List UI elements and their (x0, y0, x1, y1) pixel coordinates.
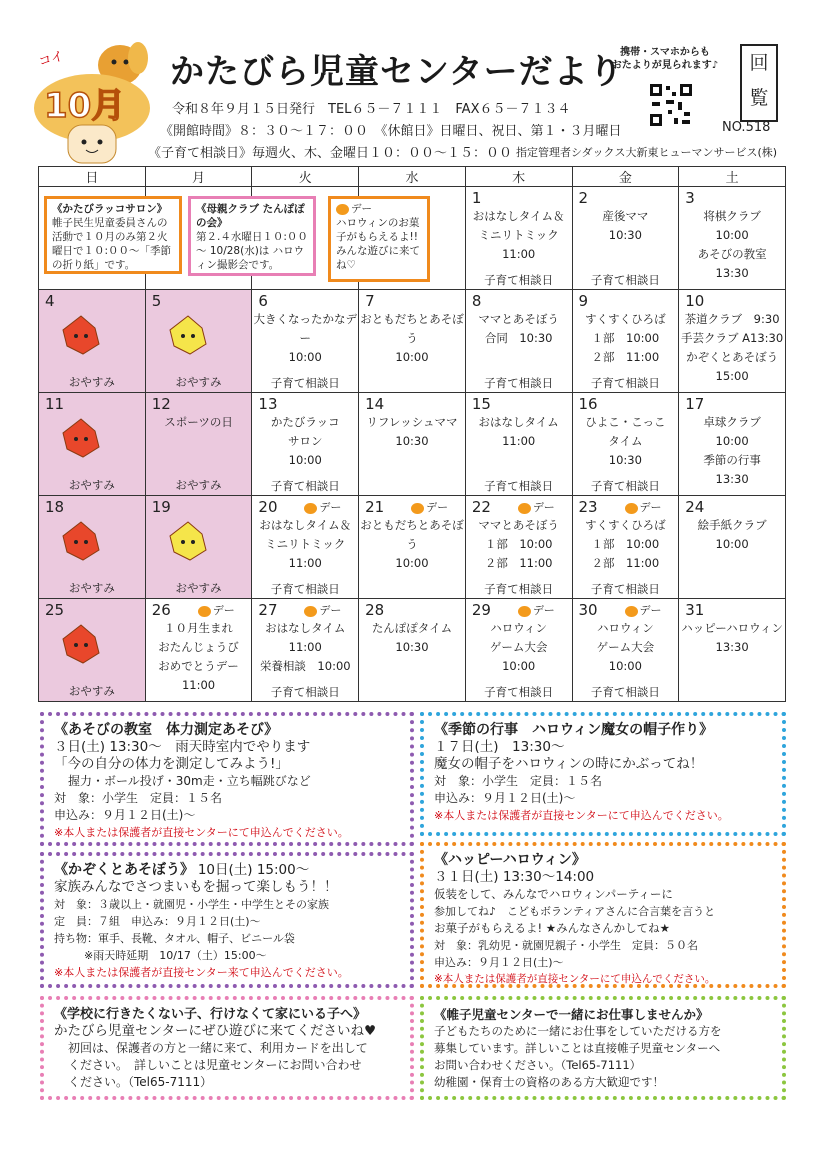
work-line: 募集しています。詳しいことは直接帷子児童センターへ (434, 1041, 721, 1055)
work-line: 子どもたちのために一緒にお仕事をしていただける方を (434, 1024, 722, 1038)
leaf-character-icon (168, 314, 208, 358)
kisetsu-line: 魔女の帽子をハロウィンの時にかぶってね！ (434, 756, 704, 772)
event-line: 10:00 (715, 228, 749, 242)
day-cell (39, 393, 146, 496)
day-number: 10 (685, 292, 705, 310)
mark-label: デー (319, 501, 342, 514)
note-club-title: 《母親クラブ たんぽぽの会》 (196, 203, 305, 229)
asobi-title: 《あそびの教室 体力測定あそび》 (54, 722, 279, 738)
day-number: 7 (365, 292, 375, 310)
halloween-day-mark (304, 602, 341, 618)
day-cell (252, 290, 359, 393)
halloween-day-mark (625, 499, 662, 515)
pumpkin-icon (518, 503, 531, 514)
event-line: 11:00 (502, 247, 536, 261)
day-cell (145, 290, 252, 393)
day-cell (465, 393, 572, 496)
day-cell (572, 393, 679, 496)
pumpkin-icon (411, 503, 424, 514)
event-line: おめでとうデー (158, 659, 239, 673)
day-cell (572, 496, 679, 599)
mark-label: デー (212, 604, 235, 617)
day-number: 12 (151, 395, 171, 413)
event-line: 10:00 (288, 350, 322, 364)
day-number: 26 (151, 601, 171, 619)
day-cell (465, 496, 572, 599)
happy-line: 対 象：乳幼児・就園児親子・小学生 定員：５０名 (434, 939, 698, 952)
day-cell (465, 187, 572, 290)
day-number: 16 (578, 395, 598, 413)
week-row (39, 290, 786, 393)
day-events (359, 516, 465, 573)
event-line: 大きくなったかなデー (253, 312, 357, 345)
closed-label: おやすみ (175, 581, 222, 595)
day-events (466, 619, 572, 676)
day-number: 27 (258, 601, 278, 619)
day-number: 14 (365, 395, 385, 413)
day-cell (359, 290, 466, 393)
page-title: かたびら児童センターだより (170, 52, 624, 92)
closed-label: おやすみ (68, 478, 115, 492)
note-halloween-day (328, 196, 430, 282)
mark-label: デー (532, 501, 555, 514)
box-work (420, 996, 786, 1100)
day-events (679, 207, 785, 283)
consult-day-label: 子育て相談日 (590, 582, 660, 596)
mark-label: デー (319, 604, 342, 617)
day-number: 3 (685, 189, 695, 207)
event-line: 13:30 (715, 266, 749, 280)
kazoku-title: 《かぞくとあそぼう》 (54, 862, 194, 878)
day-number: 23 (578, 498, 598, 516)
badge-small-text: コイ (37, 48, 66, 70)
event-line: 茶道クラブ 9:30 (684, 312, 780, 326)
day-cell (359, 496, 466, 599)
week-row (39, 393, 786, 496)
asobi-note: ※本人または保護者が直接センターにて申込んでください。 (54, 826, 349, 839)
day-number: 29 (471, 601, 491, 619)
day-cell (39, 290, 146, 393)
event-line: たんぽぽタイム (371, 621, 453, 635)
day-cell (572, 290, 679, 393)
day-events (466, 516, 572, 573)
consult-day-label: 子育て相談日 (270, 685, 340, 699)
event-line: 10:00 (608, 659, 642, 673)
asobi-line: 「今の自分の体力を測定してみよう!」 (54, 756, 289, 772)
issue-info-line: 令和８年９月１５日発行 TEL６５－７１１１ FAX６５－７１３４ (172, 102, 571, 117)
school-line: ください。（Tel65-7111） (68, 1075, 213, 1089)
event-line: 10:30 (395, 434, 429, 448)
consult-day-label: 子育て相談日 (484, 273, 554, 287)
event-line: ２部 11:00 (591, 556, 660, 570)
asobi-line: 申込み：９月１２日(土)～ (54, 808, 196, 822)
day-events (359, 310, 465, 367)
kazoku-note: ※本人または保護者が直接センター来て申込んでください。 (54, 966, 349, 979)
calendar (38, 166, 786, 698)
kisetsu-line: 対 象：小学生 定員：１５名 (434, 774, 603, 788)
day-events (679, 310, 785, 386)
mark-label: デー (426, 501, 449, 514)
day-number: 18 (45, 498, 65, 516)
day-events (146, 413, 252, 432)
consult-day-label: 子育て相談日 (484, 685, 554, 699)
consult-day-label: 子育て相談日 (270, 479, 340, 493)
note-club-body: 第２.４水曜日１０:００～ 10/28(水)は ハロウィン撮影会です。 (196, 231, 308, 271)
kazoku-line: 定 員：７組 申込み：９月１２日(土)～ (54, 915, 261, 928)
event-line: 将棋クラブ (703, 209, 761, 223)
day-events (679, 516, 785, 554)
day-events (252, 619, 358, 676)
closed-label: おやすみ (68, 684, 115, 698)
event-line: 絵手紙クラブ (697, 518, 767, 532)
halloween-day-mark (304, 499, 341, 515)
event-line: １部 10:00 (591, 331, 660, 345)
day-cell (679, 393, 786, 496)
weekday-row (39, 167, 786, 187)
happy-line: お菓子がもらえるよ! ★みんなさんかしてね★ (434, 921, 670, 935)
event-line: ハロウィン (490, 621, 548, 635)
event-line: スポーツの日 (164, 415, 233, 429)
kisetsu-title: 《季節の行事 ハロウィン魔女の帽子作り》 (434, 722, 714, 738)
leaf-character-icon (61, 314, 101, 358)
weekday-fri: 金 (572, 167, 679, 187)
leaf-character-icon (168, 520, 208, 564)
mark-label: デー (639, 501, 662, 514)
halloween-day-mark (625, 602, 662, 618)
event-line: おともだちとあそぼう (360, 312, 464, 345)
day-cell (572, 599, 679, 702)
event-line: あそびの教室 (697, 247, 767, 261)
happy-title: 《ハッピーハロウィン》 (434, 852, 586, 868)
day-number: 28 (365, 601, 385, 619)
event-line: すくすくひろば (585, 312, 666, 326)
event-line: 季節の行事 (703, 453, 761, 467)
happy-note: ※本人または保護者が直接センターにて申込んでください。 (434, 973, 716, 985)
event-line: １０月生まれ (164, 621, 234, 635)
event-line: 10:30 (608, 453, 642, 467)
asobi-line: ３日(土) 13:30～ 雨天時室内でやります (54, 739, 311, 755)
day-events (146, 619, 252, 695)
day-events (573, 516, 679, 573)
event-line: 手芸クラブ A13:30 (681, 331, 784, 345)
consult-day-label: 子育て相談日 (590, 376, 660, 390)
event-line: 11:00 (288, 556, 322, 570)
note-salon-body: 帷子民生児童委員さんの活動で１０月のみ第２火曜日で１０:００～「季節の折り紙」です。 (52, 217, 172, 271)
mark-label: デー (532, 604, 555, 617)
pumpkin-icon (518, 606, 531, 617)
event-line: 13:30 (715, 640, 749, 654)
event-line: 卓球クラブ (703, 415, 761, 429)
day-events (359, 619, 465, 657)
happy-line: ３１日(土) 13:30～14:00 (434, 869, 595, 885)
event-line: 10:00 (288, 453, 322, 467)
day-cell (252, 393, 359, 496)
leaf-character-icon (61, 520, 101, 564)
leaf-character-icon (61, 417, 101, 461)
day-number: 13 (258, 395, 278, 413)
day-events (679, 619, 785, 657)
day-number: 21 (365, 498, 385, 516)
halloween-day-mark (518, 602, 555, 618)
mark-label: デー (639, 604, 662, 617)
weekday-sun: 日 (39, 167, 146, 187)
day-events (252, 310, 358, 367)
box-asobi (40, 712, 414, 846)
month-badge: 10月 (44, 86, 126, 126)
asobi-line: 握力・ボール投げ・30m走・立ち幅跳びなど (68, 774, 311, 788)
event-line: ミニリトミック (478, 228, 559, 242)
consult-day-label: 子育て相談日 (484, 376, 554, 390)
event-line: 10:30 (395, 640, 429, 654)
event-line: ２部 11:00 (591, 350, 660, 364)
day-number: 11 (45, 395, 65, 413)
day-number: 5 (151, 292, 162, 310)
event-line: 産後ママ (602, 209, 649, 223)
box-school (40, 996, 414, 1100)
event-line: 11:00 (502, 434, 536, 448)
event-line: １部 10:00 (591, 537, 660, 551)
week-row (39, 599, 786, 702)
event-line: サロン (288, 434, 323, 448)
weekday-mon: 月 (145, 167, 252, 187)
day-cell (679, 290, 786, 393)
day-events (466, 413, 572, 451)
pumpkin-icon (304, 503, 317, 514)
closed-label: おやすみ (68, 581, 115, 595)
day-cell (359, 599, 466, 702)
event-line: ゲーム大会 (596, 640, 655, 654)
day-cell (145, 393, 252, 496)
happy-line: 申込み：９月１２日(土)～ (434, 956, 564, 969)
issue-number: NO.518 (722, 120, 771, 135)
consult-day-label: 子育て相談日 (270, 582, 340, 596)
consult-day-label: 子育て相談日 (270, 376, 340, 390)
stamp-char-2: 覧 (749, 87, 769, 109)
operator-line: 指定管理者シダックス大新東ヒューマンサービス(株) (516, 146, 778, 159)
event-line: リフレッシュママ (366, 415, 458, 429)
day-events (252, 516, 358, 573)
note-salon (44, 196, 182, 274)
consult-day-label: 子育て相談日 (590, 273, 660, 287)
day-number: 19 (151, 498, 171, 516)
day-events (573, 207, 679, 245)
kazoku-line: ※雨天時延期 10/17（土）15:00～ (84, 949, 267, 962)
work-line: 幼稚園・保育士の資格のある方大歓迎です！ (434, 1075, 664, 1089)
kisetsu-line: １７日(土) 13:30～ (434, 739, 565, 755)
school-line: かたびら児童センターにぜひ遊びに来てくださいね♥ (54, 1023, 377, 1039)
note-day-body: ハロウィンのお菓子がもらえるよ!! みんな遊びに来てね♡ (336, 217, 429, 271)
day-cell (252, 599, 359, 702)
circulation-stamp (740, 44, 778, 122)
kisetsu-note: ※本人または保護者が直接センターにて申込んでください。 (434, 809, 729, 822)
day-number: 1 (471, 189, 482, 207)
day-number: 2 (578, 189, 589, 207)
event-line: ひよこ・こっこ (585, 415, 666, 429)
kazoku-time: 10日(土) 15:00～ (197, 862, 310, 878)
event-line: ミニリトミック (265, 537, 346, 551)
pumpkin-icon (198, 606, 211, 617)
note-day-title: デー (351, 203, 372, 215)
box-kisetsu (420, 712, 786, 836)
kazoku-line: 家族みんなでさつまいもを掘って楽しもう！！ (54, 879, 338, 895)
qr-note-line2: おたよりが見られます♪ (611, 60, 719, 71)
day-events (359, 413, 465, 451)
day-cell (359, 393, 466, 496)
event-line: 10:00 (715, 537, 749, 551)
school-line: 初回は、保護者の方と一緒に来て、利用カードを出して (68, 1041, 368, 1055)
day-cell (252, 496, 359, 599)
weekday-sat: 土 (679, 167, 786, 187)
kazoku-line: 持ち物：軍手、長靴、タオル、帽子、ビニール袋 (54, 932, 295, 945)
pumpkin-icon (625, 606, 638, 617)
box-kazoku (40, 852, 414, 988)
event-line: おはなしタイム (478, 415, 559, 429)
day-events (466, 310, 572, 348)
event-line: おはなしタイム＆ (259, 518, 352, 532)
event-line: 合同 10:30 (484, 331, 553, 345)
leaf-character-icon (61, 623, 101, 667)
day-number: 9 (578, 292, 589, 310)
consult-day-label: 子育て相談日 (590, 479, 660, 493)
day-cell (465, 290, 572, 393)
event-line: かぞくとあそぼう (686, 350, 779, 364)
day-number: 30 (578, 601, 598, 619)
qr-code-icon[interactable] (648, 82, 694, 128)
weekday-thu: 木 (465, 167, 572, 187)
happy-line: 仮装をして、みんなでハロウィンパーティーに (434, 887, 673, 901)
pumpkin-icon (625, 503, 638, 514)
qr-note-line1: 携帯・スマホからも (620, 47, 710, 58)
consult-day-label: 子育て相談日 (484, 479, 554, 493)
week-row (39, 496, 786, 599)
event-line: 11:00 (288, 640, 322, 654)
event-line: ２部 11:00 (484, 556, 553, 570)
day-number: 22 (471, 498, 491, 516)
day-number: 8 (471, 292, 482, 310)
school-title: 《学校に行きたくない子、行けなくて家にいる子へ》 (54, 1007, 367, 1022)
event-line: 11:00 (181, 678, 216, 692)
day-number: 25 (45, 601, 65, 619)
event-line: 15:00 (715, 369, 749, 383)
day-cell (572, 187, 679, 290)
event-line: ハッピーハロウィン (681, 621, 783, 635)
day-events (252, 413, 358, 470)
event-line: 栄養相談 10:00 (259, 659, 351, 673)
halloween-day-mark (518, 499, 555, 515)
day-cell (39, 496, 146, 599)
consult-day-label: 子育て相談日 (590, 685, 660, 699)
day-number: 20 (258, 498, 278, 516)
day-number: 15 (471, 395, 491, 413)
day-number: 24 (685, 498, 705, 516)
event-line: ハロウィン (596, 621, 654, 635)
event-line: 10:00 (395, 350, 429, 364)
closed-label: おやすみ (175, 478, 222, 492)
day-events (679, 413, 785, 489)
closed-label: おやすみ (68, 375, 115, 389)
day-cell (145, 496, 252, 599)
day-cell (39, 599, 146, 702)
day-events (466, 207, 572, 264)
day-events (573, 413, 679, 470)
stamp-char-1: 回 (749, 52, 769, 74)
event-line: おたんじょうび (158, 640, 239, 654)
event-line: ゲーム大会 (489, 640, 548, 654)
event-line: タイム (608, 434, 643, 448)
qr-note (610, 46, 720, 72)
event-line: 10:30 (608, 228, 642, 242)
event-line: かたびラッコ (270, 415, 340, 429)
event-line: 13:30 (715, 472, 749, 486)
day-number: 31 (685, 601, 705, 619)
day-number: 17 (685, 395, 705, 413)
event-line: おはなしタイム (265, 621, 346, 635)
day-cell (679, 496, 786, 599)
pumpkin-icon (304, 606, 317, 617)
weekday-tue: 火 (252, 167, 359, 187)
school-line: ください。 詳しいことは児童センターにお問い合わせ (68, 1058, 362, 1072)
halloween-day-mark (198, 602, 235, 618)
event-line: 10:00 (715, 434, 749, 448)
hours-line: 《開館時間》８：３０～１７：００ 《休館日》日曜日、祝日、第１・３月曜日 (160, 124, 622, 139)
asobi-line: 対 象：小学生 定員：１５名 (54, 791, 223, 805)
closed-label: おやすみ (175, 375, 222, 389)
event-line: ママとあそぼう (478, 518, 559, 532)
day-cell (465, 599, 572, 702)
happy-line: 参加してね♪ こどもボランティアさんに合言葉を言うと (434, 905, 716, 918)
day-cell (679, 187, 786, 290)
consult-line: 《子育て相談日》毎週火、木、金曜日１０：００～１５：００ (148, 146, 513, 161)
day-number: 6 (258, 292, 268, 310)
note-salon-title: 《かたびラッコサロン》 (52, 203, 168, 215)
day-events (573, 619, 679, 676)
work-line: お問い合わせください。（Tel65-7111） (434, 1058, 642, 1072)
halloween-day-mark (411, 499, 448, 515)
kisetsu-line: 申込み：９月１２日(土)～ (434, 791, 576, 805)
day-number: 4 (45, 292, 55, 310)
work-title: 《帷子児童センターで一緒にお仕事しませんか》 (434, 1007, 709, 1022)
day-cell (145, 599, 252, 702)
note-club (188, 196, 316, 276)
event-line: 10:00 (395, 556, 429, 570)
pumpkin-icon (336, 204, 349, 215)
event-line: 10:00 (502, 659, 536, 673)
event-line: すくすくひろば (585, 518, 666, 532)
weekday-wed: 水 (359, 167, 466, 187)
day-events (573, 310, 679, 367)
consult-day-label: 子育て相談日 (484, 582, 554, 596)
event-line: おともだちとあそぼう (360, 518, 464, 551)
kazoku-line: 対 象：３歳以上・就園児・小学生・中学生とその家族 (54, 898, 329, 911)
box-happy-halloween (420, 842, 786, 988)
event-line: １部 10:00 (484, 537, 553, 551)
event-line: おはなしタイム＆ (472, 209, 565, 223)
event-line: ママとあそぼう (478, 312, 559, 326)
day-cell (679, 599, 786, 702)
